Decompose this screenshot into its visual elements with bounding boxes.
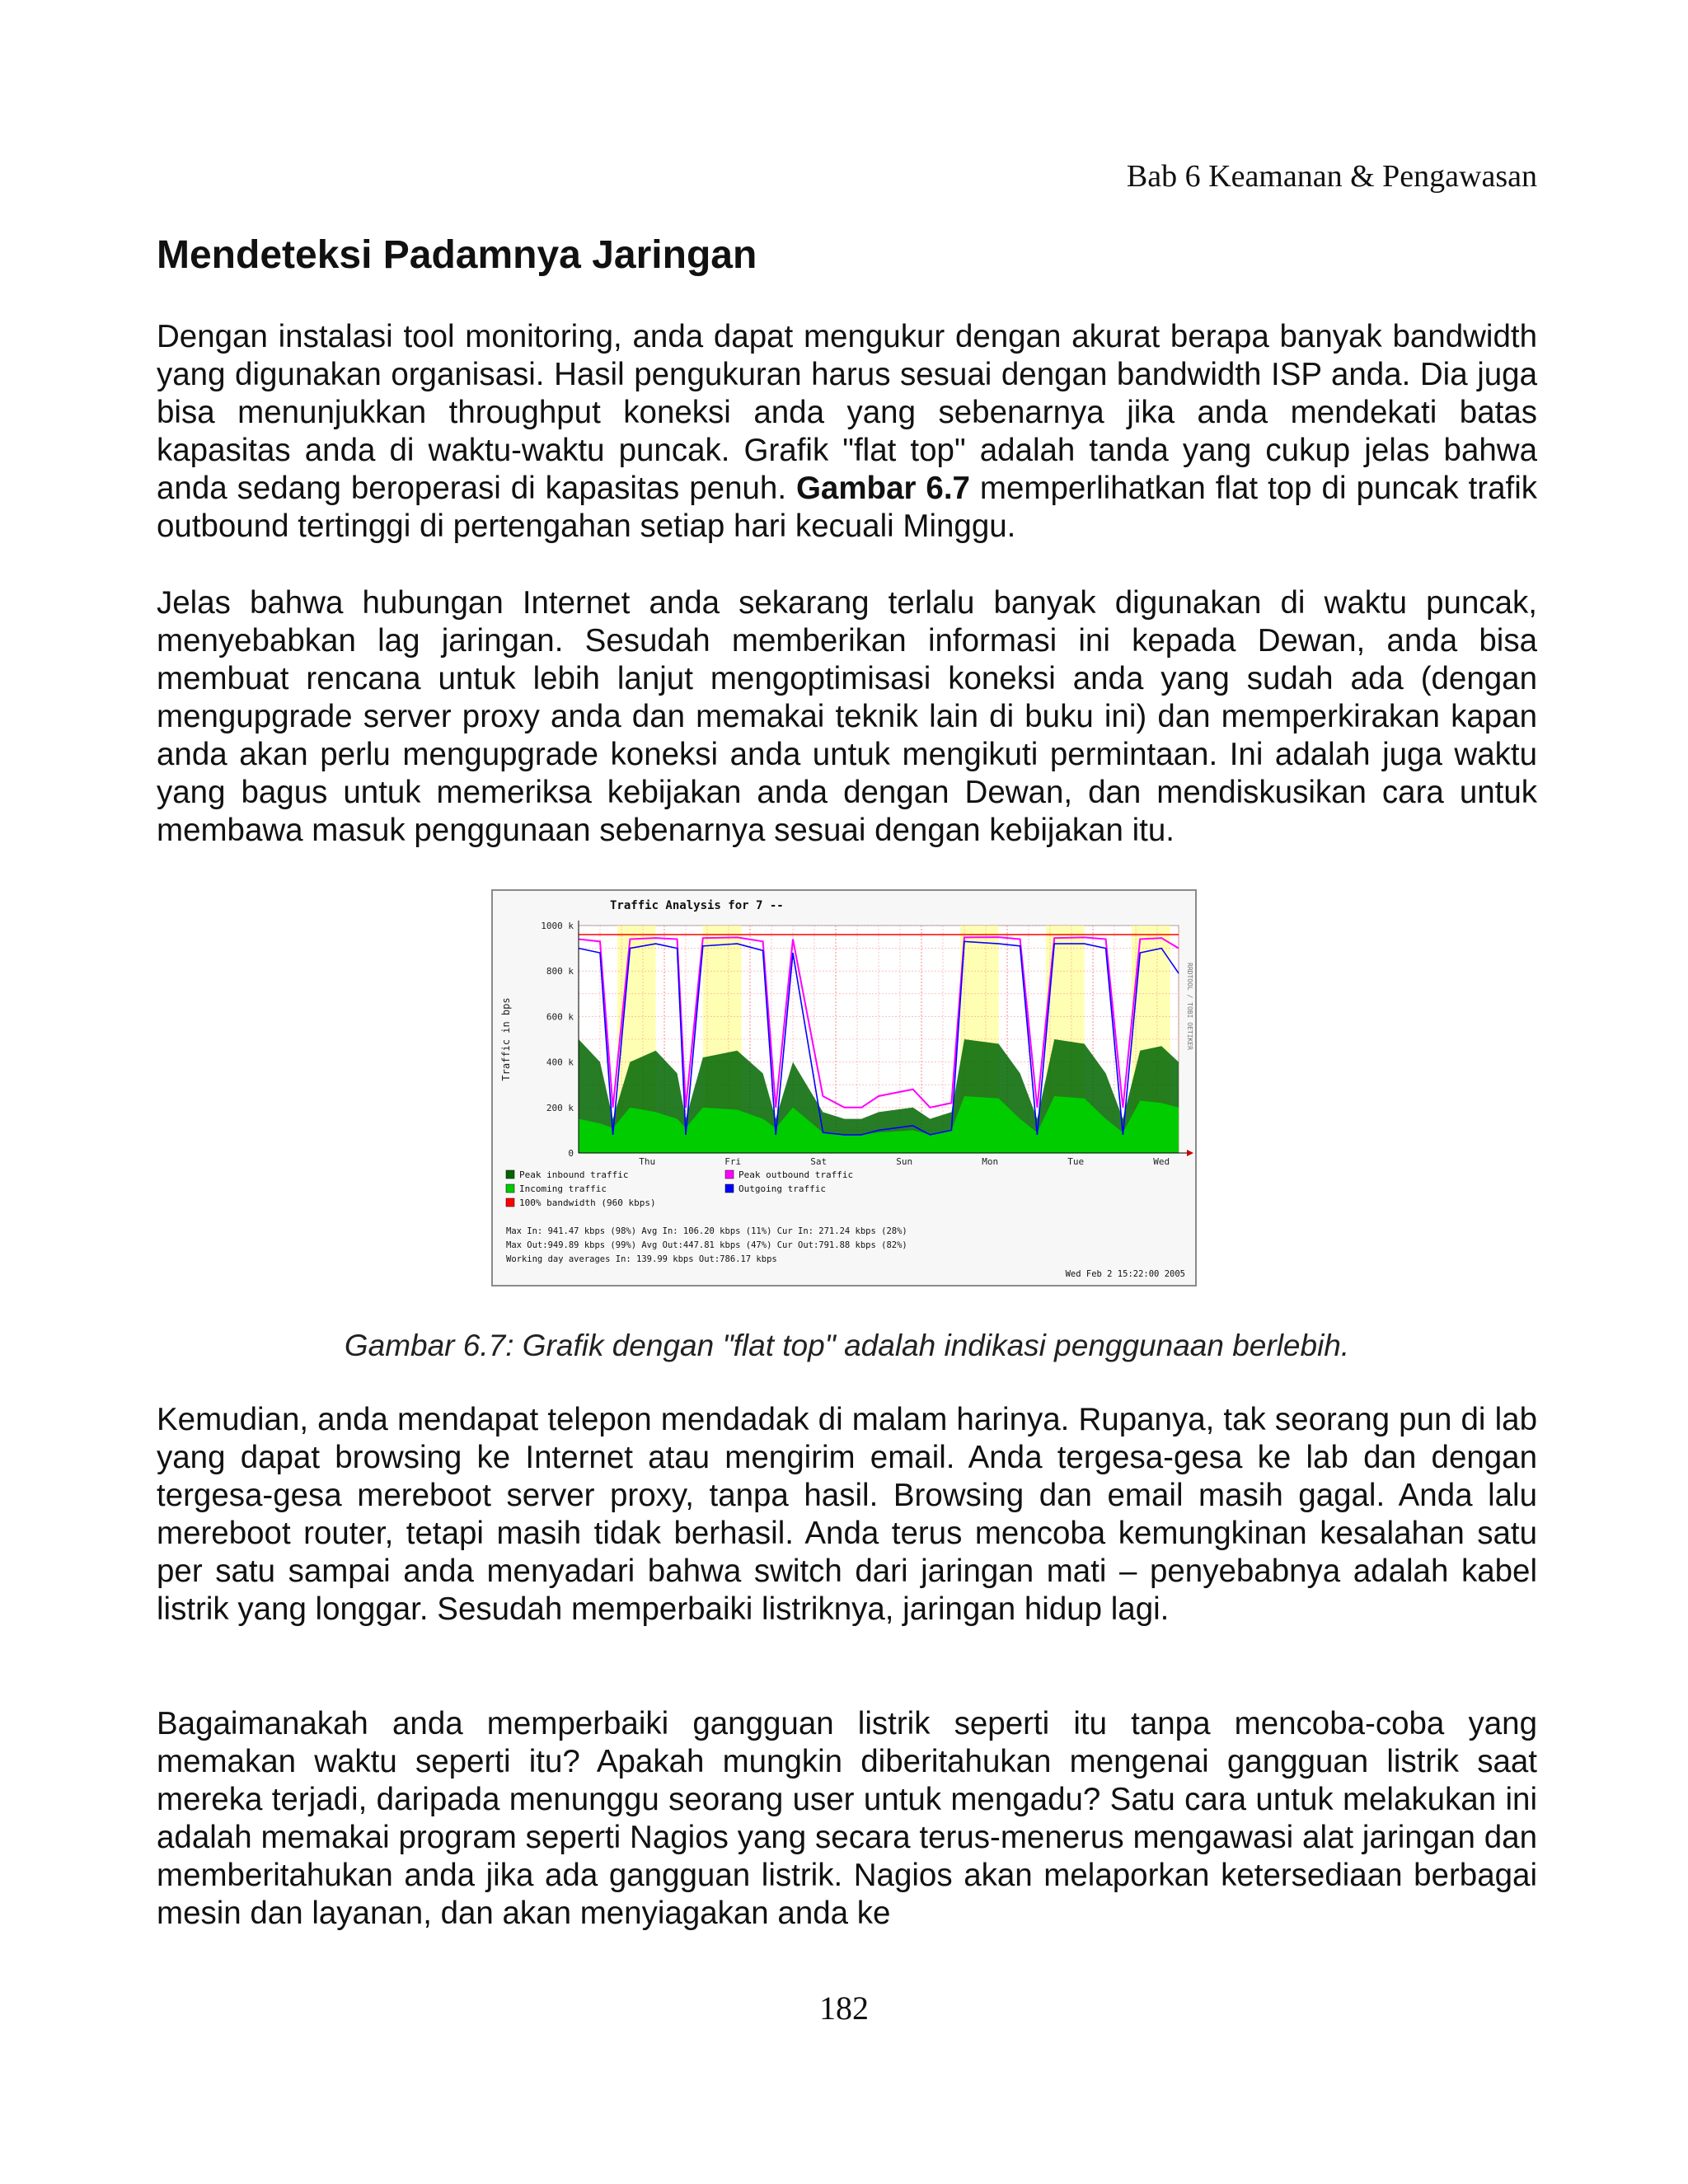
y-tick-label: 200 k bbox=[546, 1102, 574, 1113]
page-number: 182 bbox=[819, 1990, 869, 2027]
figure-caption: Gambar 6.7: Grafik dengan "flat top" adalah indikasi penggunaan berlebih. bbox=[344, 1329, 1350, 1362]
paragraph-2: Jelas bahwa hubungan Internet anda sekarang terlalu banyak digunakan di waktu puncak, menyebabkan lag jaringan. Sesudah memberikan informasi ini kepada Dewan, anda bisa membuat rencana untuk lebih lanjut mengoptimisasi koneksi anda yang sudah ada (dengan mengupgrade server proxy anda dan memakai teknik lain di buku ini) dan memperkirakan kapan anda akan perlu mengupgrade koneksi anda untuk mengikuti permintaan. Ini adalah juga waktu yang bagus untuk memeriksa kebijakan anda dengan Dewan, dan mendiskusikan cara untuk membawa masuk penggunaan sebenarnya sesuai dengan kebijakan itu. bbox=[157, 585, 1537, 848]
stats-line: Max Out:949.89 kbps (99%) Avg Out:447.81 kbps (47%) Cur Out:791.88 kbps (82%) bbox=[506, 1240, 907, 1250]
x-tick-label: Fri bbox=[724, 1156, 742, 1167]
section-title: Mendeteksi Padamnya Jaringan bbox=[157, 233, 757, 277]
y-tick-label: 1000 k bbox=[541, 921, 574, 931]
x-tick-label: Thu bbox=[639, 1156, 656, 1167]
traffic-chart bbox=[493, 891, 1195, 1285]
chart-title: Traffic Analysis for 7 -- bbox=[610, 899, 784, 912]
legend-label: Incoming traffic bbox=[519, 1183, 607, 1194]
legend-swatch bbox=[725, 1170, 734, 1179]
legend-label: Outgoing traffic bbox=[738, 1183, 826, 1194]
rrdtool-credit-label: RRDTOOL / TOBI OETIKER bbox=[1186, 963, 1193, 1050]
x-tick-label: Sat bbox=[810, 1156, 828, 1167]
legend-label: Peak inbound traffic bbox=[519, 1169, 629, 1180]
legend-swatch bbox=[506, 1198, 514, 1207]
legend-label: Peak outbound traffic bbox=[738, 1169, 854, 1180]
legend-swatch bbox=[506, 1170, 514, 1179]
chart-timestamp: Wed Feb 2 15:22:00 2005 bbox=[1065, 1269, 1185, 1279]
legend-swatch bbox=[506, 1184, 514, 1193]
x-tick-label: Tue bbox=[1067, 1156, 1085, 1167]
stats-line: Max In: 941.47 kbps (98%) Avg In: 106.20 kbps (11%) Cur In: 271.24 kbps (28%) bbox=[506, 1226, 907, 1236]
x-axis-arrow bbox=[1187, 1150, 1193, 1156]
paragraph-3: Kemudian, anda mendapat telepon mendadak di malam harinya. Rupanya, tak seorang pun di lab yang dapat browsing ke Internet atau mengirim email. Anda tergesa-gesa ke lab dan dengan tergesa-gesa mereboot server proxy, tanpa hasil. Browsing dan email masih gagal. Anda lalu mereboot router, tetapi masih tidak berhasil. Anda terus mencoba kemungkinan kesalahan satu per satu sampai anda menyadari bahwa switch dari jaringan mati – penyebabnya adalah kabel listrik yang longgar. Sesudah memperbaiki listriknya, jaringan hidup lagi. bbox=[157, 1402, 1537, 1627]
legend-label: 100% bandwidth (960 kbps) bbox=[519, 1197, 656, 1208]
stats-line: Working day averages In: 139.99 kbps Out:786.17 kbps bbox=[506, 1254, 777, 1264]
x-tick-label: Mon bbox=[982, 1156, 999, 1167]
legend-swatch bbox=[725, 1184, 734, 1193]
y-tick-label: 800 k bbox=[546, 966, 574, 977]
running-header: Bab 6 Keamanan & Pengawasan bbox=[1126, 159, 1537, 194]
x-tick-label: Sun bbox=[896, 1156, 913, 1167]
x-tick-label: Wed bbox=[1153, 1156, 1170, 1167]
paragraph-1 bbox=[157, 318, 1537, 546]
y-axis-label: Traffic in bps bbox=[500, 997, 512, 1081]
paragraph-4: Bagaimanakah anda memperbaiki gangguan listrik seperti itu tanpa mencoba-coba yang memakan waktu seperti itu? Apakah mungkin diberitahukan mengenai gangguan listrik saat mereka terjadi, daripada menunggu seorang user untuk mengadu? Satu cara untuk melakukan ini adalah memakai program seperti Nagios yang secara terus-menerus mengawasi alat jaringan dan memberitahukan anda jika ada gangguan listrik. Nagios akan melaporkan ketersediaan berbagai mesin dan layanan, dan akan menyiagakan anda ke bbox=[157, 1706, 1537, 1931]
figure-reference: Gambar 6.7 bbox=[795, 471, 970, 506]
paragraph-1-text: Dengan instalasi tool monitoring, anda dapat mengukur dengan akurat berapa banyak bandwidth yang digunakan organisasi. Hasil pengukuran harus sesuai dengan bandwidth ISP anda. Dia juga bisa menunjukkan throughput koneksi anda yang sebenarnya jika anda mendekati batas kapasitas anda di waktu-waktu puncak. Grafik "flat top" adalah tanda yang cukup jelas bahwa anda sedang beroperasi di kapasitas penuh. bbox=[157, 319, 1537, 506]
y-tick-label: 600 k bbox=[546, 1011, 574, 1023]
y-tick-label: 0 bbox=[568, 1148, 574, 1159]
paragraph-1-tail: memperlihatkan flat top di puncak trafik outbound tertinggi di pertengahan setiap hari kecuali Minggu. bbox=[157, 471, 1537, 544]
traffic-chart-figure bbox=[491, 889, 1197, 1286]
y-tick-label: 400 k bbox=[546, 1057, 574, 1068]
